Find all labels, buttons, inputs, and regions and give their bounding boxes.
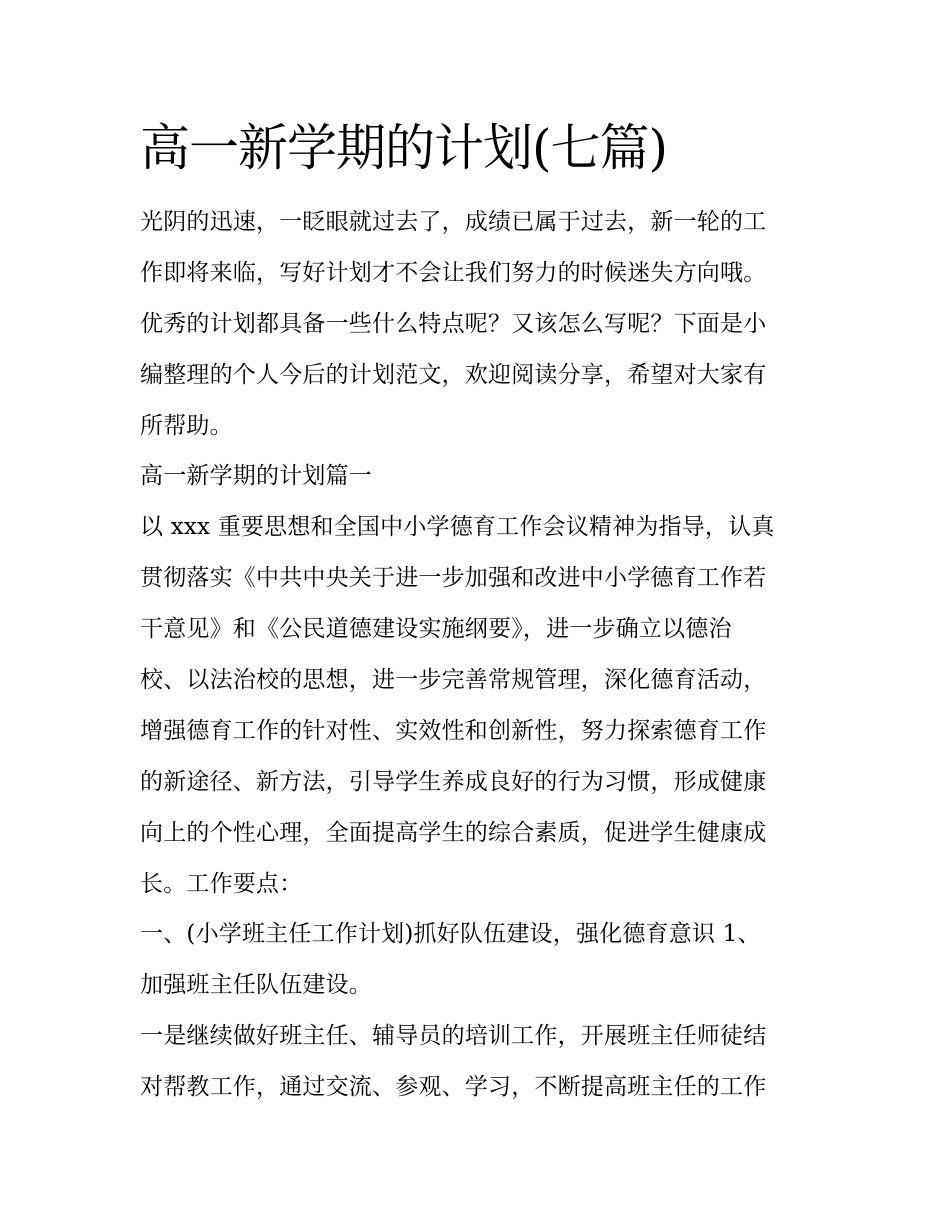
text-line: 以 xxx 重要思想和全国中小学德育工作会议精神为指导，认真 — [140, 514, 775, 540]
text-line: 长。工作要点： — [140, 871, 303, 897]
text-line: 增强德育工作的针对性、实效性和创新性，努力探索德育工作 — [140, 718, 767, 744]
text-line: 向上的个性心理，全面提高学生的综合素质，促进学生健康成 — [140, 820, 767, 846]
text-line: 的新途径、新方法，引导学生养成良好的行为习惯，形成健康 — [140, 769, 767, 795]
text-line: 一是继续做好班主任、辅导员的培训工作，开展班主任师徒结 — [140, 1023, 767, 1049]
text-line: 作即将来临，写好计划才不会让我们努力的时候迷失方向哦。 — [140, 260, 767, 286]
text-line: 一、(小学班主任工作计划)抓好队伍建设，强化德育意识 1、 — [140, 921, 761, 947]
text-line: 编整理的个人今后的计划范文，欢迎阅读分享，希望对大家有 — [140, 362, 767, 388]
text-line: 干意见》和《公民道德建设实施纲要》，进一步确立以德治 — [140, 616, 732, 642]
document-title: 高一新学期的计划(七篇) — [140, 119, 668, 177]
text-line: 对帮教工作，通过交流、参观、学习，不断提高班主任的工作 — [140, 1074, 767, 1100]
text-line: 光阴的迅速，一眨眼就过去了，成绩已属于过去，新一轮的工 — [140, 209, 767, 235]
section-heading: 高一新学期的计划篇一 — [140, 463, 372, 489]
text-line: 贯彻落实《中共中央关于进一步加强和改进中小学德育工作若 — [140, 565, 767, 591]
text-line: 优秀的计划都具备一些什么特点呢？又该怎么写呢？下面是小 — [140, 311, 767, 337]
text-line: 校、以法治校的思想，进一步完善常规管理，深化德育活动， — [140, 667, 767, 693]
text-line: 加强班主任队伍建设。 — [140, 972, 372, 998]
text-line: 所帮助。 — [140, 413, 233, 439]
